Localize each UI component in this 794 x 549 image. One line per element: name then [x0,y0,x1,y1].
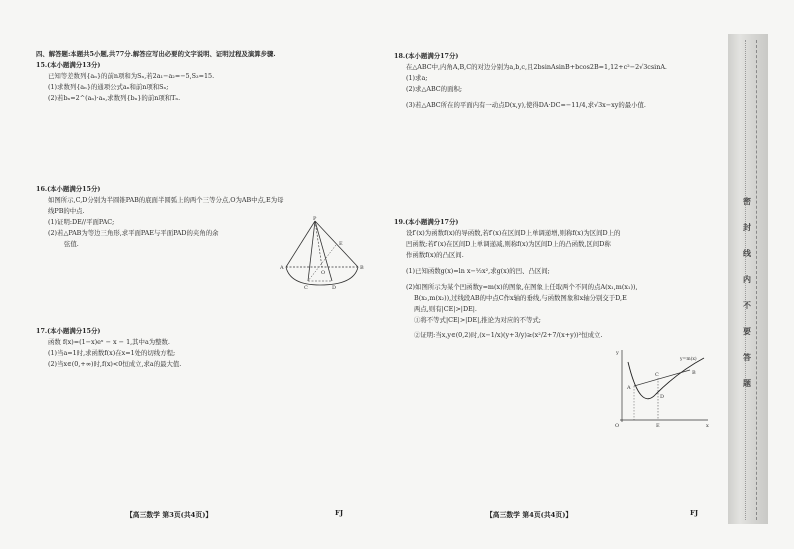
q18-line1: 在△ABC中,内角A,B,C的对边分别为a,b,c,且2bsinAsinB+bcos2B=1,12+c²−2√3csinA. [406,63,667,71]
q15-title: 15.(本小题满分13分) [36,61,101,69]
q16-line5: 弦值. [64,240,79,248]
q19-line1: 设f′(x)为函数f(x)的导函数,若f′(x)在区间D上单调递增,则称f(x)为区间D上的 [406,229,621,237]
graph-point-b: B [692,370,696,376]
convex-function-graph [612,348,712,428]
q19-line5: (2)如图所示为某个凹函数y=m(x)的图象,在图象上任取两个不同的点A(x₁,m(x₁)), [406,283,638,291]
q19-line7: 两点,则有|CE|>|DE|. [414,305,477,313]
page4-footer: 【高三数学 第4页(共4页)】 [486,511,573,519]
fig-label-e: E [339,241,343,247]
q15-line2: (1)求数列{aₙ}的通项公式aₙ和前n项和Sₙ; [48,83,169,91]
graph-x-axis-label: x [706,423,709,428]
q16-line1: 如图所示,C,D分别为半圆锥PAB的底面半圆弧上的两个三等分点,O为AB中点,E为母 [48,196,284,204]
binding-word: 题 [743,378,751,388]
fig-label-d: D [332,285,337,291]
q17-line3: (2)当x∈(0,+∞)时,f(x)<0恒成立,求a的最大值. [48,360,182,368]
q18-line4: (3)若△ABC所在的平面内有一动点D(x,y),使得DA·DC=−11/4,求√3x−xy的最小值. [406,101,646,109]
page3-footer-code: FJ [335,509,344,517]
q19-line3: 作函数f(x)的凸区间. [406,251,464,259]
graph-curve-label: y=m(x) [680,357,697,362]
q16-line3: (1)证明:DE//平面PAC; [48,218,115,226]
q17-line2: (1)当a=1时,求函数f(x)在x=1处的切线方程; [48,349,176,357]
q17-line1: 函数 f(x)=(1−x)eˣ − x − 1,其中a为整数. [48,338,170,346]
q17-title: 17.(本小题满分15分) [36,327,101,335]
q19-line6: B(x₂,m(x₂)),过线段AB的中点C作x轴的垂线,与函数图象和x轴分别交于D,E [414,294,627,302]
graph-y-axis-label: y [616,350,619,356]
q18-line3: (2)求△ABC的面积; [406,85,463,93]
binding-word: 内 [743,274,751,284]
q19-title: 19.(本小题满分17分) [394,218,459,226]
binding-word: 封 [743,222,751,232]
fig-label-p: P [313,216,317,222]
q18-title: 18.(本小题满分17分) [394,52,459,60]
section-header: 四、解答题:本题共5小题,共77分.解答应写出必要的文字说明、证明过程及演算步骤. [36,50,276,58]
q18-line2: (1)求a; [406,74,428,82]
fig-label-b: B [360,265,364,271]
binding-word: 答 [743,352,751,362]
fig-label-a: A [280,265,284,271]
binding-word: 密 [743,196,751,206]
graph-point-d: D [660,394,665,400]
page3-footer: 【高三数学 第3页(共4页)】 [126,511,213,519]
q16-title: 16.(本小题满分15分) [36,185,101,193]
fig-label-c: C [304,285,308,291]
graph-origin-label: O [615,423,620,428]
binding-word: 线 [743,248,751,258]
q15-line1: 已知等差数列{aₙ}的前n项和为Sₙ,若2a₁−a₂=−5,S₃=15. [48,72,215,80]
graph-point-c: C [655,372,659,378]
graph-point-e: E [656,423,660,428]
q19-line8: ①将不等式|CE|>|DE|,推论为对应的不等式; [414,316,541,324]
q16-line2: 线PB的中点. [48,207,85,215]
q19-line2: 凹函数;若f′(x)在区间D上单调递减,则称f(x)为区间D上的凸函数,区间D称 [406,240,611,248]
binding-word: 要 [743,326,751,336]
fig-label-o: O [321,270,326,276]
half-cone-figure [280,215,370,295]
q16-line4: (2)若△PAB为等边三角形,求平面PAE与平面PAD的夹角的余 [48,229,219,237]
page4-footer-code: FJ [690,509,699,517]
q15-line3: (2)若bₙ=2^(aₙ)·aₙ,求数列{bₙ}的前n项和Tₙ. [48,94,181,102]
binding-word: 不 [743,300,751,310]
q19-line4: (1)已知函数g(x)=ln x−½x²,求g(x)的凹、凸区间; [406,267,550,275]
graph-point-a: A [627,385,631,391]
q19-line9: ②证明:当x,y∈(0,2)时,(x−1/x)(y+3/y)≥(x²/2+7/(x+y))²恒成立. [414,331,603,339]
